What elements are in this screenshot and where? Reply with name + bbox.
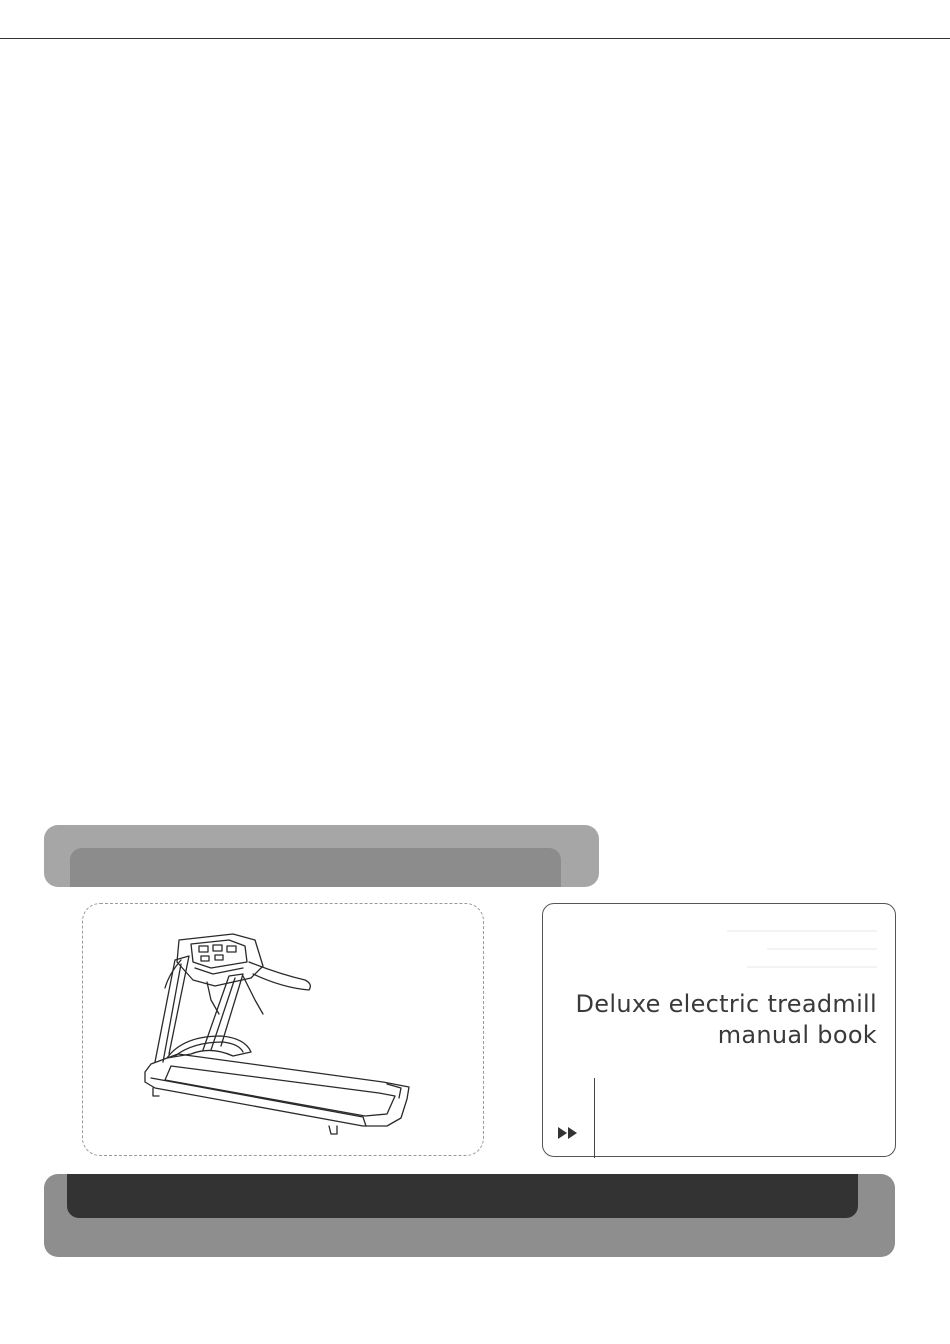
manual-title-line1: Deluxe electric treadmill: [575, 990, 877, 1018]
faint-rule: [767, 948, 877, 950]
fast-forward-icon: [557, 1126, 581, 1140]
handlebar-right: [249, 962, 310, 990]
faint-rule: [727, 930, 877, 932]
top-rule: [0, 38, 950, 39]
card-divider: [594, 1078, 595, 1158]
faint-rule: [747, 966, 877, 968]
belt-surface: [165, 1066, 395, 1116]
console-screen: [191, 940, 247, 968]
title-card: [542, 903, 896, 1157]
top-band-inner: [70, 848, 561, 887]
bottom-band-inner: [67, 1174, 858, 1218]
treadmill-illustration: [83, 904, 485, 1157]
manual-title-line2: manual book: [717, 1021, 877, 1049]
product-image-frame: [82, 903, 484, 1156]
